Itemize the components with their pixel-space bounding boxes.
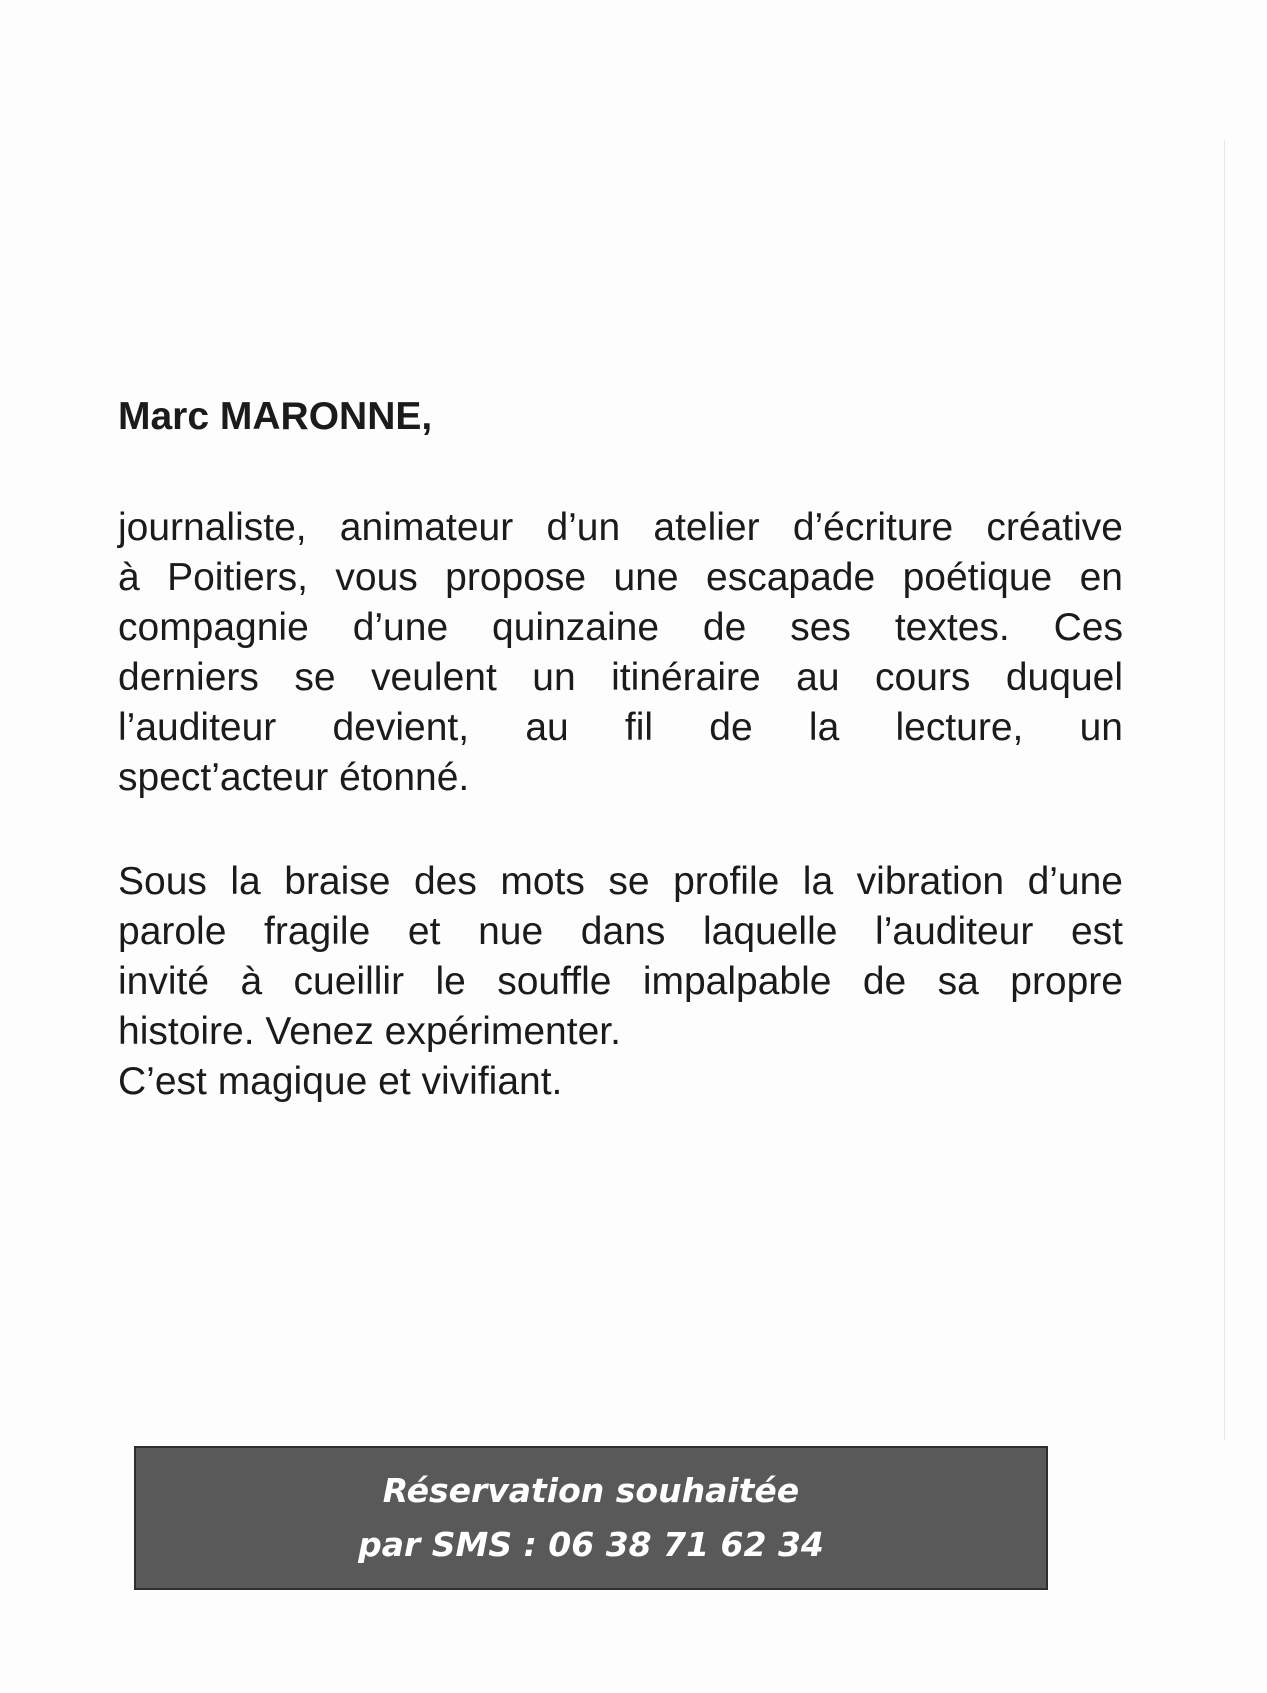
- intro-line: spect’acteur étonné.: [118, 756, 470, 799]
- reservation-title: Réservation souhaitée: [382, 1471, 800, 1510]
- intro-line: derniers se veulent un itinéraire au cours duquel: [118, 656, 1123, 699]
- reservation-banner: [134, 1446, 1048, 1590]
- intro-line: l’auditeur devient, au fil de la lecture, un: [118, 706, 1123, 749]
- description-paragraph: [118, 857, 1123, 1057]
- author-heading: [118, 393, 432, 441]
- author-name: Marc MARONNE: [118, 395, 422, 438]
- intro-line: journaliste, animateur d’un atelier d’écriture créative: [118, 506, 1123, 549]
- description-line: Sous la braise des mots se profile la vibration d’une: [118, 860, 1123, 903]
- intro-line: à Poitiers, vous propose une escapade poétique en: [118, 556, 1123, 599]
- closing-line: C’est magique et vivifiant.: [118, 1060, 563, 1103]
- description-line: parole fragile et nue dans laquelle l’auditeur est: [118, 910, 1123, 953]
- intro-paragraph: [118, 503, 1123, 803]
- description-line: histoire. Venez expérimenter.: [118, 1010, 621, 1053]
- page-edge-line: [1224, 140, 1225, 1440]
- intro-line: compagnie d’une quinzaine de ses textes. Ces: [118, 606, 1123, 649]
- description-line: invité à cueillir le souffle impalpable de sa propre: [118, 960, 1123, 1003]
- reservation-phone: par SMS : 06 38 71 62 34: [358, 1525, 824, 1564]
- author-heading-punctuation: ,: [421, 395, 433, 438]
